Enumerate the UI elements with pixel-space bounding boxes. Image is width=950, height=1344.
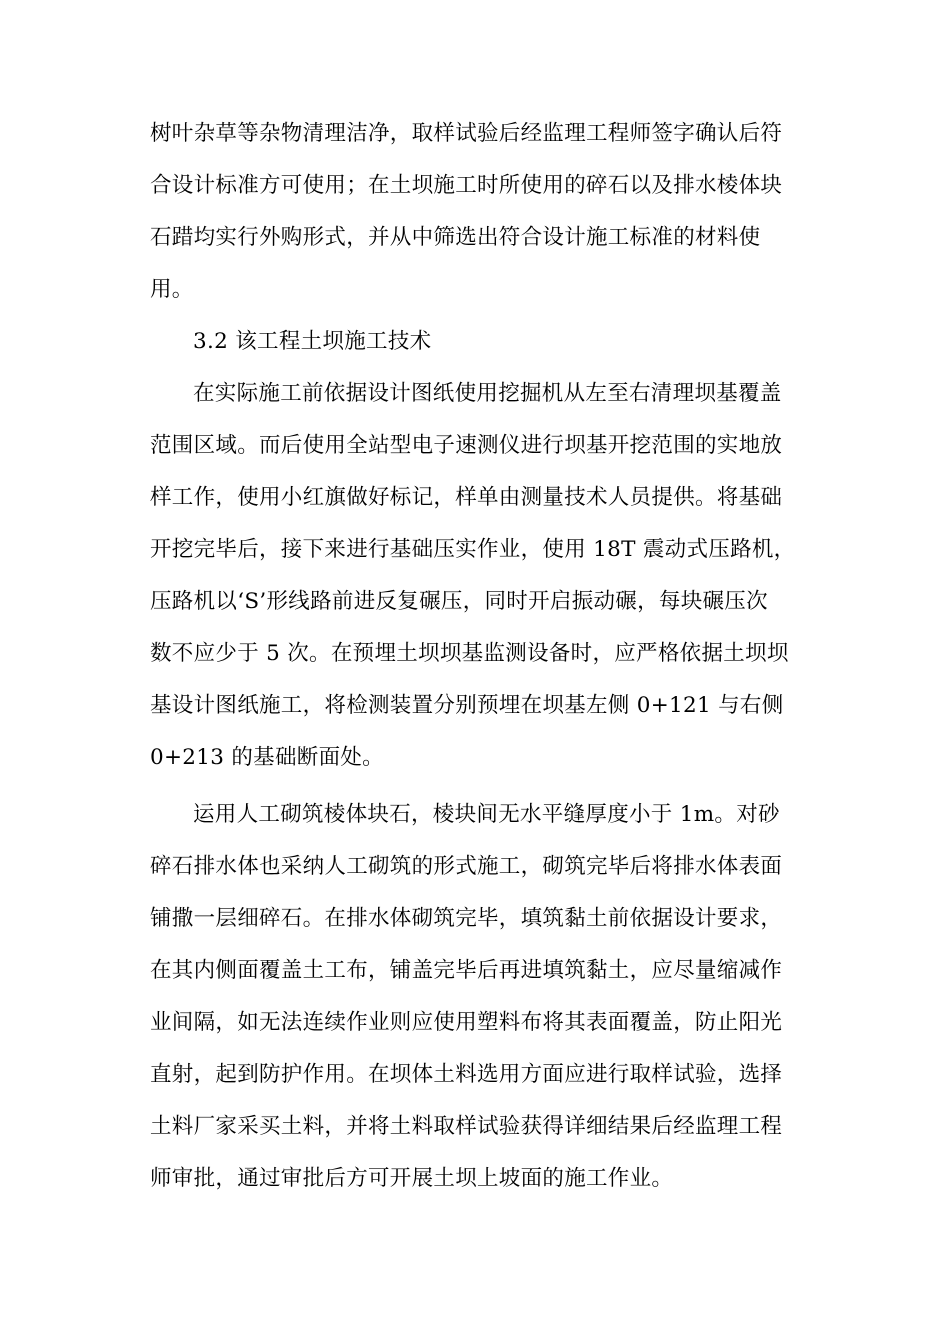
paragraph-line: 石踖均实行外购形式，并从中筛选出符合设计施工标准的材料使 — [150, 225, 761, 250]
paragraph-line: 土料厂家采买土料，并将土料取样试验获得详细结果后经监理工程 — [150, 1114, 783, 1139]
paragraph-line: 样工作，使用小红旗做好标记，样单由测量技术人员提供。将基础 — [150, 485, 783, 510]
paragraph-line: 用。 — [150, 277, 194, 302]
paragraph-line: 0+213 的基础断面处。 — [150, 745, 384, 770]
paragraph-line: 业间隔，如无法连续作业则应使用塑料布将其表面覆盖，防止阳光 — [150, 1010, 783, 1035]
paragraph-line: 运用人工砌筑棱体块石，棱块间无水平缝厚度小于 1m。对砂 — [193, 802, 780, 827]
paragraph-line: 在实际施工前依据设计图纸使用挖掘机从左至右清理坝基覆盖 — [193, 381, 782, 406]
paragraph-line: 范围区域。而后使用全站型电子速测仪进行坝基开挖范围的实地放 — [150, 433, 783, 458]
paragraph-line: 压路机以‘S’形线路前进反复碾压，同时开启振动碾，每块碾压次 — [150, 589, 768, 614]
paragraph-line: 铺撒一层细碎石。在排水体砌筑完毕，填筑黏土前依据设计要求， — [150, 906, 783, 931]
paragraph-line: 数不应少于 5 次。在预埋土坝坝基监测设备时，应严格依据土坝坝 — [150, 641, 789, 666]
paragraph-line: 在其内侧面覆盖土工布，铺盖完毕后再进填筑黏土，应尽量缩减作 — [150, 958, 783, 983]
paragraph-line: 树叶杂草等杂物清理洁净，取样试验后经监理工程师签字确认后符 — [150, 121, 783, 146]
paragraph-line: 开挖完毕后，接下来进行基础压实作业，使用 18T 震动式压路机， — [150, 537, 796, 562]
paragraph-line: 合设计标准方可使用；在土坝施工时所使用的碎石以及排水棱体块 — [150, 173, 783, 198]
paragraph-line: 师审批，通过审批后方可开展土坝上坡面的施工作业。 — [150, 1166, 674, 1191]
paragraph-line: 直射，起到防护作用。在坝体土料选用方面应进行取样试验，选择 — [150, 1062, 783, 1087]
section-heading: 3.2 该工程土坝施工技术 — [193, 329, 432, 354]
paragraph-line: 基设计图纸施工，将检测装置分别预埋在坝基左侧 0+121 与右侧 — [150, 693, 784, 718]
paragraph-line: 碎石排水体也采纳人工砌筑的形式施工，砌筑完毕后将排水体表面 — [150, 854, 783, 879]
